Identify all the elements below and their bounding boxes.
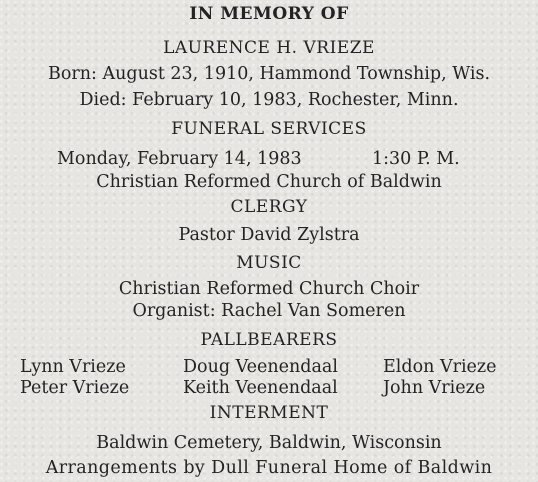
arrangements-line: Arrangements by Dull Funeral Home of Baldwin: [45, 458, 493, 478]
birth-line: Born: August 23, 1910, Hammond Township, Wis.: [47, 64, 491, 84]
clergy-heading: CLERGY: [230, 197, 308, 217]
funeral-services-heading: FUNERAL SERVICES: [171, 119, 367, 139]
music-heading: MUSIC: [236, 253, 302, 273]
pallbearer-name: Keith Veenendaal: [183, 378, 338, 398]
service-date: Monday, February 14, 1983: [57, 149, 302, 169]
service-time: 1:30 P. M.: [372, 149, 460, 169]
interment-place: Baldwin Cemetery, Baldwin, Wisconsin: [96, 433, 442, 453]
pallbearer-name: Doug Veenendaal: [183, 357, 338, 377]
pallbearer-name: Peter Vrieze: [20, 378, 130, 398]
choir-name: Christian Reformed Church Choir: [118, 279, 420, 299]
service-location: Christian Reformed Church of Baldwin: [96, 172, 442, 192]
pallbearers-heading: PALLBEARERS: [200, 330, 338, 350]
interment-heading: INTERMENT: [209, 403, 329, 423]
pallbearers-row: [0, 356, 538, 378]
deceased-name: LAURENCE H. VRIEZE: [163, 38, 375, 58]
pallbearers-row: [0, 377, 538, 399]
organist-name: Organist: Rachel Van Someren: [132, 301, 406, 321]
death-line: Died: February 10, 1983, Rochester, Minn.: [79, 90, 459, 110]
pastor-name: Pastor David Zylstra: [178, 225, 360, 245]
card-heading: IN MEMORY OF: [189, 4, 349, 24]
pallbearer-name: Eldon Vrieze: [383, 357, 497, 377]
pallbearer-name: John Vrieze: [383, 378, 486, 398]
pallbearer-name: Lynn Vrieze: [20, 357, 126, 377]
